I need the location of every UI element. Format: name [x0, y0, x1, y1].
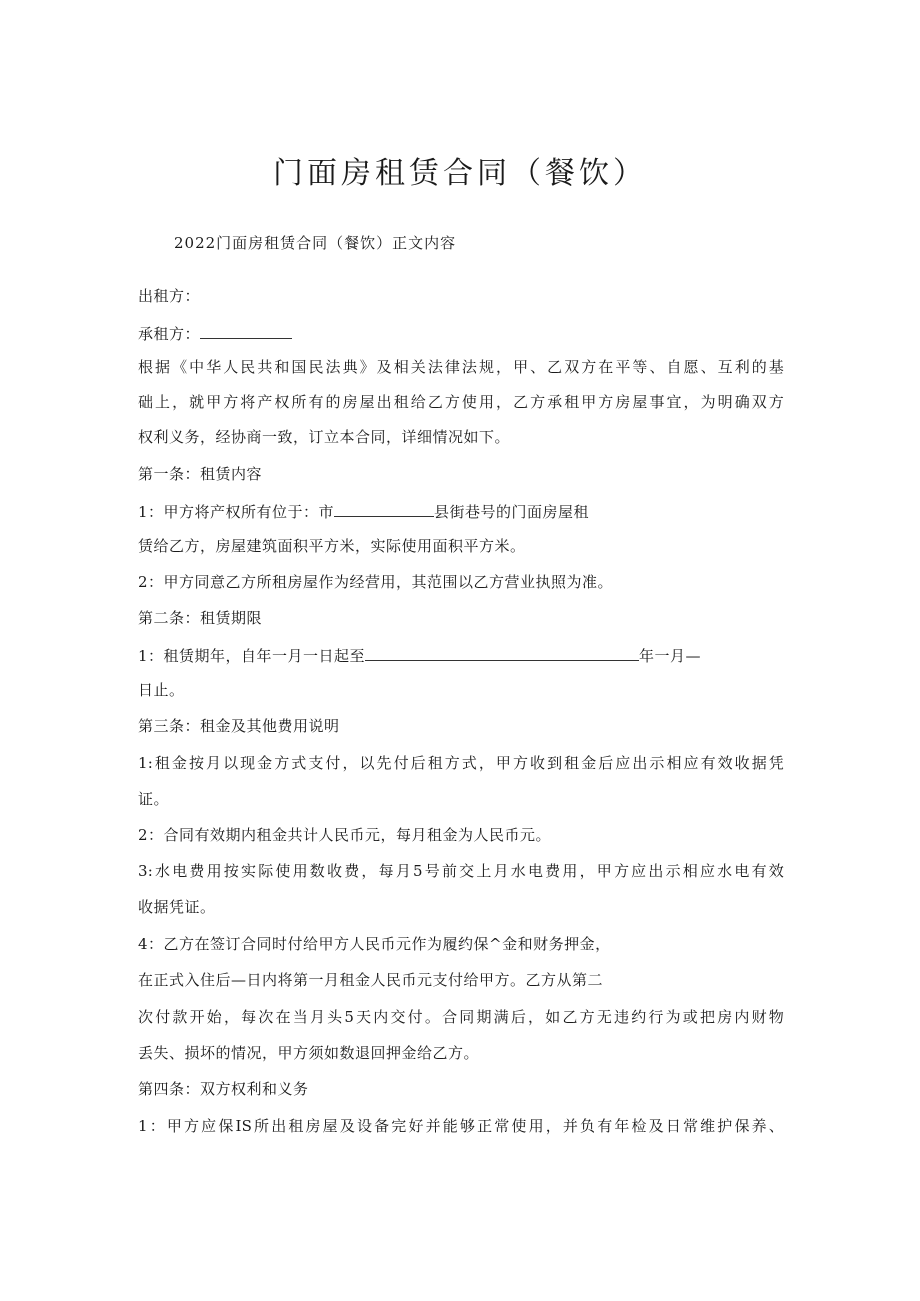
- lessor-label: 出租方：: [138, 287, 201, 305]
- article1-item1: [138, 500, 589, 522]
- article2-item1-line2: 日止。: [138, 681, 185, 699]
- article3-item3: 3:水电费用按实际使用数收费，每月5号前交上月水电费用，甲方应出示相应水电有效: [138, 862, 784, 880]
- lessee-line: [138, 322, 292, 344]
- lessee-blank: [200, 322, 292, 339]
- city-blank: [334, 500, 434, 517]
- article3-item4-line2: 在正式入住后—日内将第一月租金人民币元支付给甲方。乙方从第二: [138, 971, 604, 989]
- article1-item2: 2：甲方同意乙方所租房屋作为经营用，其范围以乙方营业执照为准。: [138, 573, 614, 591]
- article3-heading: 第三条：租金及其他费用说明: [138, 717, 340, 735]
- article3-item1: 1:租金按月以现金方式支付，以先付后租方式，甲方收到租金后应出示相应有效收据凭: [138, 754, 784, 772]
- article1-heading: 第一条：租赁内容: [138, 465, 263, 483]
- article4-heading: 第四条：双方权利和义务: [138, 1080, 309, 1098]
- intro-line: 权利义务，经协商一致，订立本合同，详细情况如下。: [138, 428, 511, 446]
- intro-line: 根据《中华人民共和国民法典》及相关法律法规，甲、乙双方在平等、自愿、互利的基: [138, 358, 784, 376]
- intro-line: 础上，就甲方将产权所有的房屋出租给乙方使用，乙方承租甲方房屋事宜，为明确双方: [138, 393, 784, 411]
- document-title: 门面房租赁合同（餐饮）: [273, 156, 647, 191]
- article2-item1-part2: 年一月—: [639, 647, 702, 665]
- article3-item1-line2: 证。: [138, 790, 170, 808]
- article1-item1-part1: 1：甲方将产权所有位于：市: [138, 503, 335, 521]
- article1-item1-line2: 赁给乙方，房屋建筑面积平方米，实际使用面积平方米。: [138, 537, 526, 555]
- article2-item1-part1: 1：租赁期年，自年一月一日起至: [138, 647, 366, 665]
- lessee-label: 承租方：: [138, 325, 201, 343]
- article3-item4-line4: 丢失、损坏的情况，甲方须如数退回押金给乙方。: [138, 1044, 480, 1062]
- document-subtitle: 2022门面房租赁合同（餐饮）正文内容: [174, 234, 457, 252]
- article2-heading: 第二条：租赁期限: [138, 609, 263, 627]
- article2-item1: [138, 644, 701, 666]
- article3-item3-line2: 收据凭证。: [138, 898, 216, 916]
- article1-item1-part2: 县街巷号的门面房屋租: [434, 503, 590, 521]
- article3-item4: 4：乙方在签订合同时付给甲方人民币元作为履约保^金和财务押金，: [138, 935, 611, 953]
- end-date-blank: [365, 644, 639, 661]
- article4-item1: 1：甲方应保IS所出租房屋及设备完好并能够正常使用，并负有年检及日常维护保养、: [138, 1117, 784, 1135]
- article3-item4-line3: 次付款开始，每次在当月头5天内交付。合同期满后，如乙方无违约行为或把房内财物: [138, 1008, 784, 1026]
- article3-item2: 2：合同有效期内租金共计人民币元，每月租金为人民币元。: [138, 826, 552, 844]
